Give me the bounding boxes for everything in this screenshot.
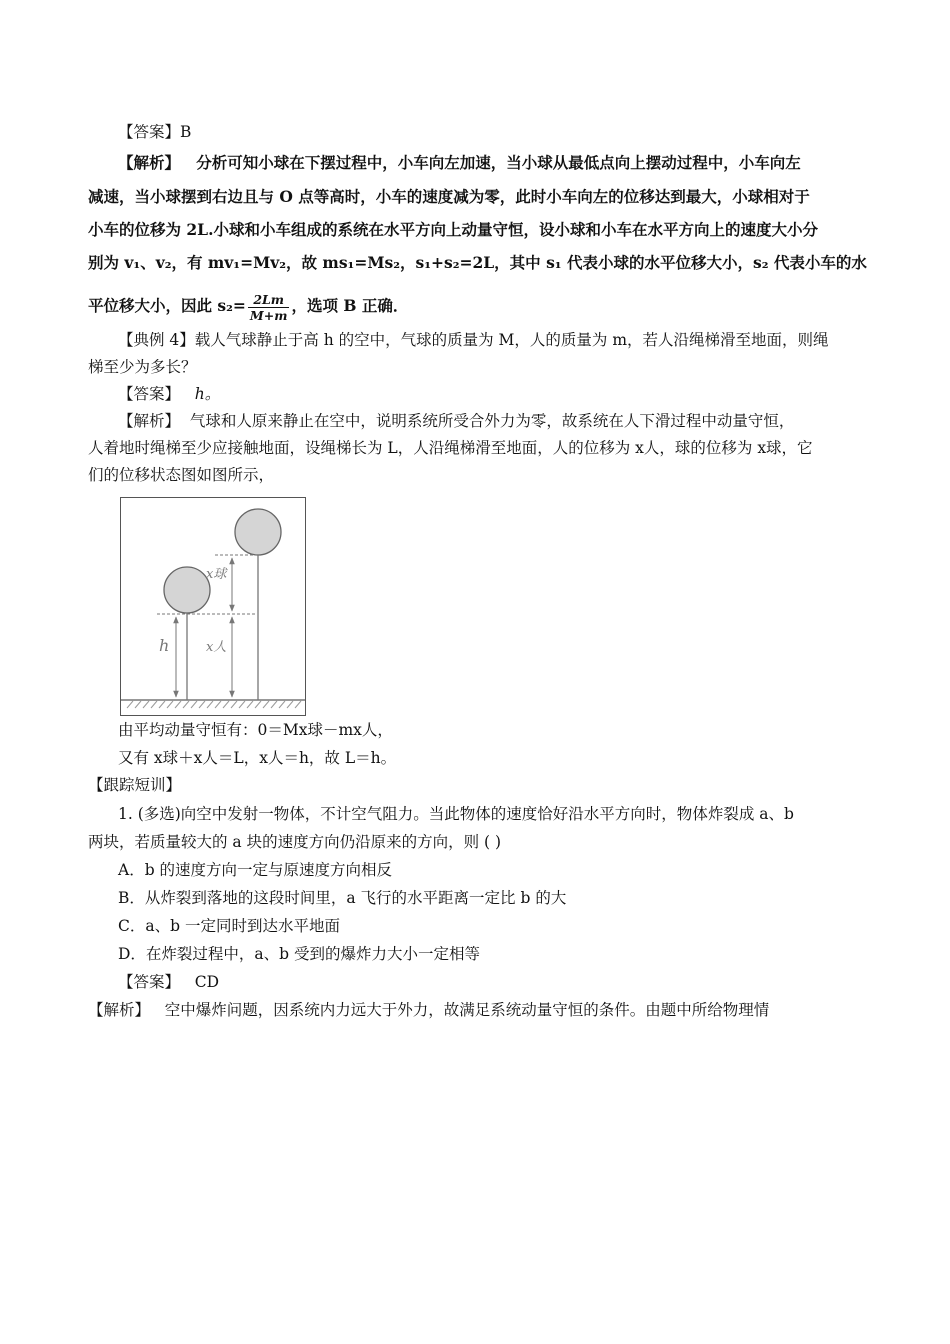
balloon-initial bbox=[164, 567, 210, 613]
balloon-diagram bbox=[120, 497, 306, 716]
answer-line-2: 【答案】 h。 bbox=[118, 385, 221, 403]
analysis2-line-1: 【解析】 气球和人原来静止在空中，说明系统所受合外力为零，故系统在人下滑过程中动量守恒， bbox=[118, 412, 795, 430]
analysis-line-3: 小车的位移为 2L.小球和小车组成的系统在水平方向上动量守恒，设小球和小车在水平方向上的速度大小分 bbox=[88, 220, 818, 239]
option-b: B．从炸裂到落地的这段时间里，a 飞行的水平距离一定比 b 的大 bbox=[118, 889, 567, 907]
example-4-line-2: 梯至少为多长？ bbox=[88, 358, 197, 376]
analysis2-line-2: 人着地时绳梯至少应接触地面，设绳梯长为 L，人沿绳梯滑至地面，人的位移为 x人，球的位移为 x球，它 bbox=[88, 439, 813, 457]
analysis-line-2: 减速，当小球摆到右边且与 O 点等高时，小车的速度减为零，此时小车向左的位移达到最大，小球相对于 bbox=[88, 187, 810, 206]
equation-1: 由平均动量守恒有：0＝Mx球－mx人， bbox=[118, 721, 393, 739]
equation-2: 又有 x球＋x人＝L，x人＝h，故 L＝h。 bbox=[118, 749, 397, 767]
balloon-final bbox=[235, 509, 281, 555]
analysis-line-1: 【解析】 分析可知小球在下摆过程中，小车向左加速，当小球从最低点向上摆动过程中，小车向左 bbox=[118, 153, 801, 172]
answer-line-1: 【答案】B bbox=[118, 123, 192, 141]
analysis3-line-1: 【解析】 空中爆炸问题，因系统内力远大于外力，故满足系统动量守恒的条件。由题中所给物理情 bbox=[88, 1001, 770, 1019]
analysis-line-5: 平位移大小，因此 s₂= $\frac{2Lm}{M+m}$ ，选项 B 正确． bbox=[88, 291, 409, 323]
analysis2-line-3: 们的位移状态图如图所示， bbox=[88, 466, 275, 484]
question-1-line-2: 两块，若质量较大的 a 块的速度方向仍沿原来的方向，则 ( ) bbox=[88, 833, 502, 851]
fraction: $\frac{2Lm}{M+m}$ bbox=[249, 291, 288, 323]
follow-up-heading: 【跟踪短训】 bbox=[88, 776, 182, 794]
option-d: D．在炸裂过程中，a、b 受到的爆炸力大小一定相等 bbox=[118, 945, 481, 963]
answer-line-3: 【答案】 CD bbox=[118, 973, 220, 991]
example-4-line-1: 【典例 4】载人气球静止于高 h 的空中，气球的质量为 M，人的质量为 m，若人沿绳梯滑至地面，则绳 bbox=[118, 331, 829, 349]
option-c: C．a、b 一定同时到达水平地面 bbox=[118, 917, 340, 935]
option-a: A．b 的速度方向一定与原速度方向相反 bbox=[118, 861, 393, 879]
ground-hatching bbox=[127, 701, 301, 708]
label-x-ball: x球 bbox=[206, 567, 227, 582]
label-x-man: x人 bbox=[206, 640, 227, 655]
balloon-diagram-svg bbox=[121, 498, 305, 715]
analysis-line-4: 别为 v₁、v₂，有 mv₁=Mv₂，故 ms₁=Ms₂，s₁+s₂=2L，其中 s₁ 代表小球的水平位移大小，s₂ 代表小车的水 bbox=[88, 253, 867, 272]
question-1-line-1: 1. (多选)向空中发射一物体，不计空气阻力。当此物体的速度恰好沿水平方向时，物体炸裂成 a、b bbox=[118, 805, 794, 823]
label-h: h bbox=[159, 636, 170, 655]
